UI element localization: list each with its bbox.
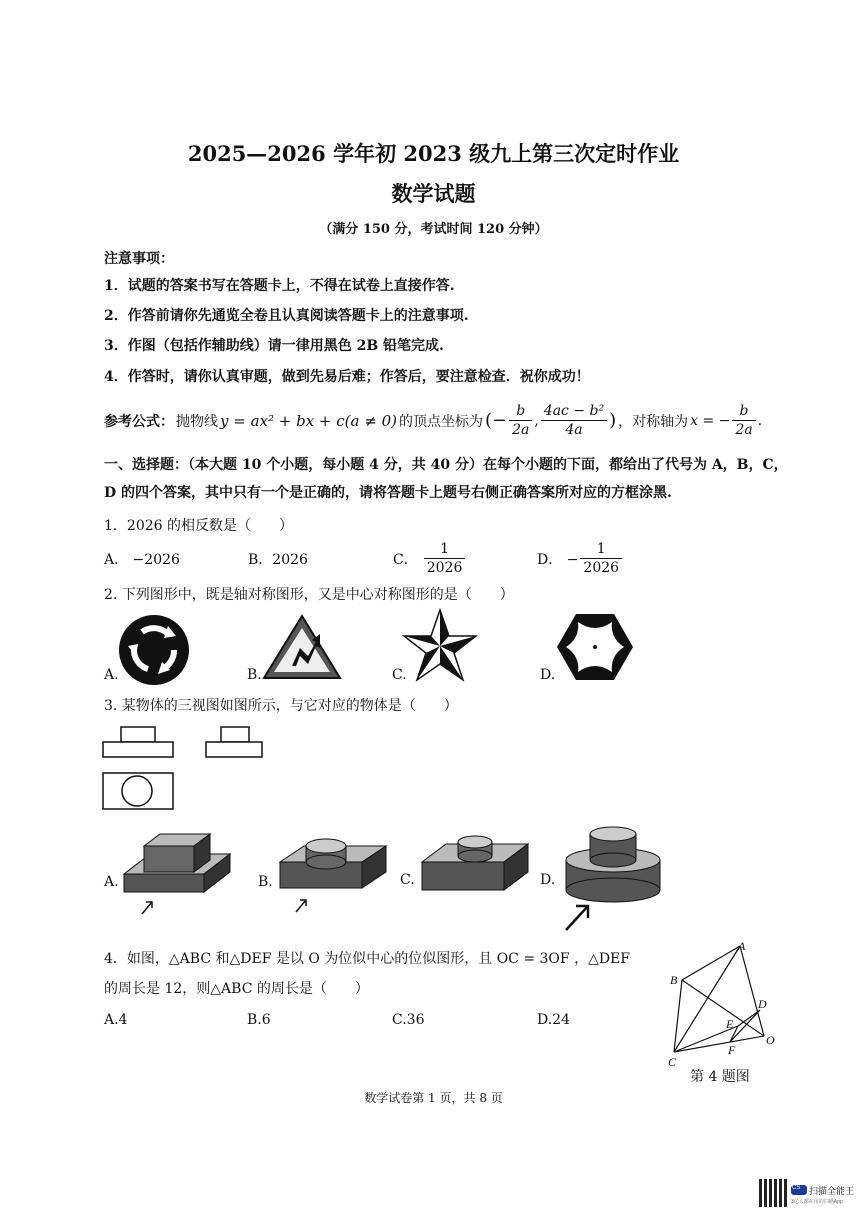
- formula-text: 的顶点坐标为: [398, 413, 483, 430]
- note-item: 4．作答时，请你认真审题，做到先易后难；作答后，要注意检查．祝你成功！: [104, 369, 590, 385]
- exam-info: （满分 150 分，考试时间 120 分钟）: [319, 222, 548, 237]
- three-views-figure: [103, 727, 263, 817]
- note-item: 1．试题的答案书写在答题卡上，不得在试卷上直接作答.: [104, 278, 455, 294]
- solid-stacked-cylinders: [560, 824, 666, 934]
- q3-option-a: A.: [104, 874, 119, 890]
- point-label-c: C: [668, 1055, 677, 1069]
- point-label-o: O: [766, 1033, 775, 1047]
- parabola-expression: y = ax² + bx + c(a ≠ 0): [220, 411, 397, 430]
- solid-step-blocks: [120, 832, 236, 916]
- qr-code-icon: [759, 1179, 787, 1207]
- subject-title: 数学试题: [391, 181, 476, 206]
- point-label-a: A: [738, 939, 746, 953]
- reference-formula: [104, 402, 762, 439]
- section-heading: 一、选择题：（本大题 10 个小题，每小题 4 分，共 40 分）在每个小题的下面，都给出了代号为 A，B，C，: [104, 457, 788, 473]
- q2-option-d: D.: [540, 667, 556, 683]
- page-footer: 数学试卷第 1 页，共 8 页: [364, 1091, 503, 1105]
- q4-stem-line2: 的周长是 12，则△ABC 的周长是（ ）: [104, 981, 369, 997]
- scanner-subtitle: 3亿人都在用的扫描App: [791, 1199, 843, 1205]
- comma: ,: [534, 412, 539, 429]
- note-item: 2．作答前请你先通览全卷且认真阅读答题卡上的注意事项.: [104, 308, 469, 324]
- q4-stem-line1: 4．如图，△ABC 和△DEF 是以 O 为位似中心的位似图形，且 OC = 3OF ，△DEF: [104, 951, 630, 967]
- hexagon-icon: [556, 612, 634, 682]
- star-icon: [402, 608, 478, 684]
- formula-label: 参考公式：: [104, 413, 174, 430]
- q3-option-b: B.: [258, 874, 273, 890]
- fraction: $\frac{b}{2a}$: [732, 402, 755, 439]
- note-item: 3．作图（包括作辅助线）请一律用黑色 2B 铅笔完成.: [104, 338, 444, 354]
- point-label-b: B: [670, 973, 678, 987]
- q1-stem: 1．2026 的相反数是（ ）: [104, 518, 293, 534]
- fraction: $\frac{\text{4ac − b²}}{4a}$: [541, 402, 607, 439]
- axis-expression: x = −: [690, 412, 731, 429]
- scanner-badge: CS: [792, 1185, 801, 1191]
- paren: (−: [484, 410, 508, 431]
- q4-option-c: C.36: [392, 1012, 425, 1028]
- period: .: [757, 412, 763, 429]
- q1-option-a: A． −2026: [104, 552, 180, 568]
- q1-option-b: B．2026: [248, 552, 308, 568]
- q3-stem: 3. 某物体的三视图如图所示，与它对应的物体是（ ）: [104, 698, 458, 714]
- scanner-name: 扫描全能王: [809, 1186, 855, 1196]
- section-heading-cont: D 的四个答案，其中只有一个是正确的，请将答题卡上题号右侧正确答案所对应的方框涂黑.: [104, 485, 672, 501]
- solid-cylinder-on-block: [276, 832, 392, 916]
- exam-title: 2025—2026 学年初 2023 级九上第三次定时作业: [187, 141, 680, 166]
- fraction: $\frac{b}{2a}$: [509, 402, 532, 439]
- q1-option-c: C． $\frac{1}{2026}$: [393, 540, 465, 577]
- point-label-f: F: [728, 1043, 736, 1057]
- warning-sign-icon: [262, 614, 342, 680]
- formula-text: 抛物线: [176, 413, 218, 430]
- q3-option-c: C.: [400, 872, 415, 888]
- q4-figure-caption: 第 4 题图: [690, 1069, 750, 1085]
- q4-option-b: B.6: [247, 1012, 271, 1028]
- solid-cylinder-on-block-small: [420, 832, 532, 916]
- q1-option-d: D． − $\frac{1}{2026}$: [537, 540, 622, 577]
- q2-stem: 2. 下列图形中，既是轴对称图形，又是中心对称图形的是（ ）: [104, 587, 514, 603]
- q2-option-b: B.: [247, 667, 262, 683]
- q3-option-d: D.: [540, 872, 556, 888]
- paren: ): [609, 410, 617, 431]
- point-label-e: E: [726, 1017, 734, 1031]
- point-label-d: D: [758, 997, 767, 1011]
- q4-option-a: A.4: [104, 1012, 128, 1028]
- notes-heading: 注意事项：: [104, 251, 174, 267]
- roundabout-sign-icon: [118, 614, 190, 686]
- q2-option-a: A.: [104, 667, 119, 683]
- q2-option-c: C.: [392, 667, 407, 683]
- similar-triangles-figure: [664, 939, 784, 1069]
- formula-text: ，对称轴为: [618, 413, 689, 430]
- q4-option-d: D.24: [537, 1012, 570, 1028]
